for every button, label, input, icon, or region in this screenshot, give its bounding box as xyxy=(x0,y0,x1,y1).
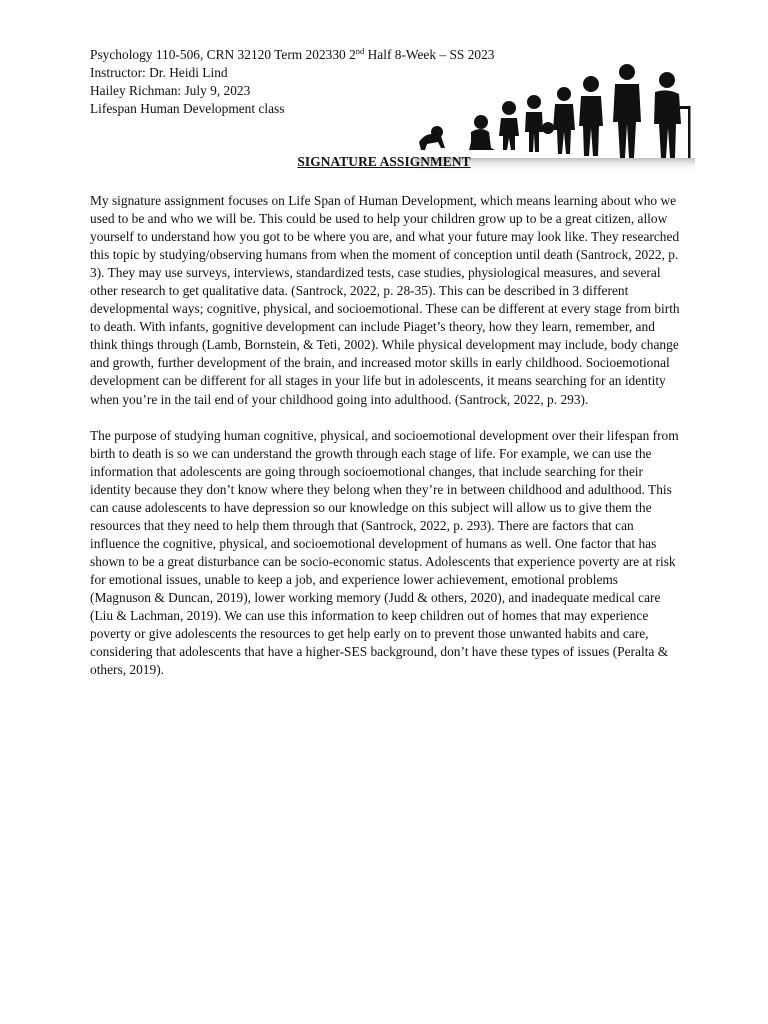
older-child-silhouette xyxy=(553,87,575,154)
ordinal-superscript: nd xyxy=(355,46,365,56)
course-line-suffix: Half 8-Week – SS 2023 xyxy=(364,47,495,62)
elderly-silhouette xyxy=(654,72,691,158)
crawling-baby-silhouette xyxy=(419,126,445,150)
adolescent-silhouette xyxy=(579,76,603,156)
class-name-line: Lifespan Human Development class xyxy=(90,101,285,116)
sitting-toddler-silhouette xyxy=(469,115,495,150)
course-line-prefix: Psychology 110-506, CRN 32120 Term 202330 2 xyxy=(90,47,356,62)
document-body xyxy=(90,192,680,697)
young-child-silhouette xyxy=(499,101,519,150)
page-title: SIGNATURE ASSIGNMENT xyxy=(297,154,471,169)
paragraph-2: The purpose of studying human cognitive, physical, and socioemotional development over their lifespan from birth to death is so we can understand the growth through each stage of life. For example, we can use the information that adolescents are going through socioemotional changes, that include searching for their identity because they don’t know where they belong when they’re in between childhood and adulthood. This can cause adolescents to have depression so our knowledge on this subject will allow us to give them the resources that they need to help them through that (Santrock, 2022, p. 293). There are factors that can influence the cognitive, physical, and socioemotional development of humans as well. One factor that has shown to be a great disturbance can be socio-economic status. Adolescents that experience poverty are at risk for emotional issues, unable to keep a job, and experience lower achievement, emotional problems (Magnuson & Duncan, 2019), lower working memory (Judd & others, 2020), and inadequate medical care (Liu & Lachman, 2019). We can use this information to keep children out of homes that may experience poverty or give adolescents the resources to get help early on to prevent those unwanted habits and care, considering that adolescents that have a higher-SES background, don’t have these types of issues (Peralta & others, 2019). xyxy=(90,427,679,678)
instructor-line: Instructor: Dr. Heidi Lind xyxy=(90,65,228,80)
child-with-ball-silhouette xyxy=(525,95,554,152)
student-date-line: Hailey Richman: July 9, 2023 xyxy=(90,83,251,98)
paragraph-1: My signature assignment focuses on Life Span of Human Development, which means learning about who we used to be and who we will be. This could be used to help your children grow up to be a great citizen, allow yourself to understand how you got to be where you are, and what your future may look like. They researched this topic by studying/observing humans from when the moment of conception until death (Santrock, 2022, p. 3). They may use surveys, interviews, standardized tests, case studies, physiological measures, and several other research to get qualitative data. (Santrock, 2022, p. 28-35). This can be described in 3 different developmental ways; cognitive, physical, and socioemotional. These can be different at every stage from birth to death. With infants, gognitive development can include Piaget’s theory, how they learn, remember, and think things through (Lamb, Bornstein, & Teti, 2002). While physical development may include, body change and growth, further development of the brain, and increased motor skills in early childhood. Socioemotional development can be different for all stages in your life but in adolescents, it means searching for an identity when you’re in the tail end of your childhood going into adulthood. (Santrock, 2022, p. 293). xyxy=(90,193,680,407)
adult-silhouette xyxy=(613,64,641,158)
